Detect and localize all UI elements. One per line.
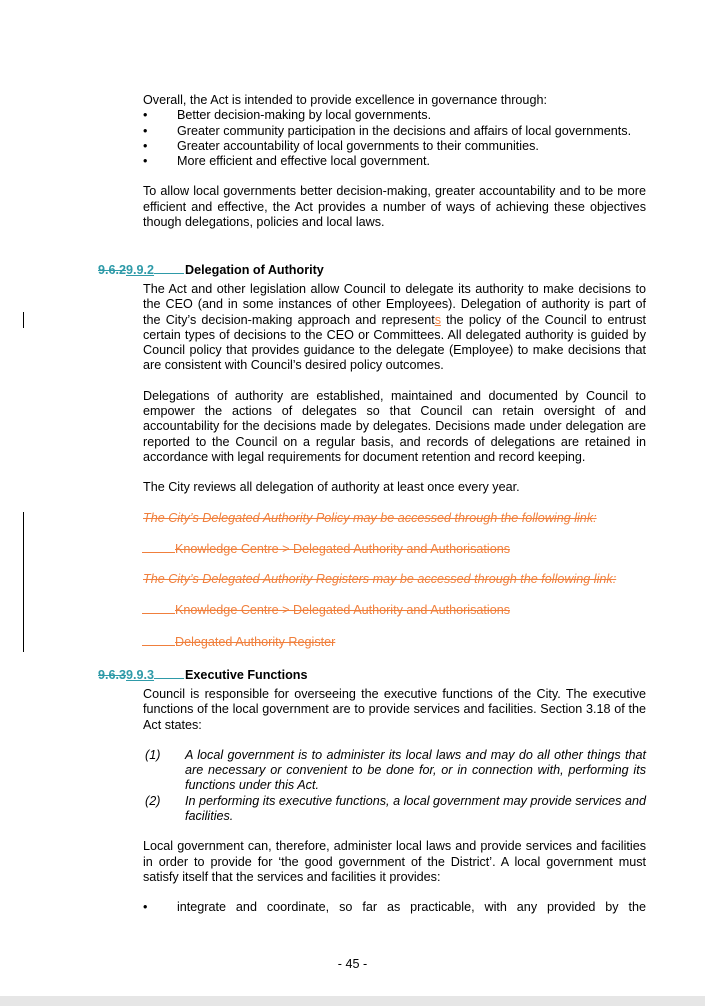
intro-block xyxy=(143,93,646,230)
bullet-icon: • xyxy=(143,138,148,153)
bullet-icon: • xyxy=(143,900,148,915)
section-heading-executive xyxy=(98,666,308,683)
executive-body xyxy=(143,687,646,916)
deleted-link-2: Knowledge Centre > Delegated Authority and Authorisations xyxy=(142,602,646,618)
inserted-text: s xyxy=(434,312,441,327)
page-number: - 45 - xyxy=(337,957,368,971)
bullet-icon: • xyxy=(143,154,148,169)
section-heading-delegation xyxy=(98,261,324,278)
delegation-paragraph-1: The Act and other legislation allow Council to delegate its authority to make decisions to the CEO (and in some instances of other Employees). Delegation of authority is part of the City’s decision-making approach and represents the policy of the Council to entrust certain types of decisions to the CEO or Committees. All delegated authority is guided by Council policy that provides guidance to the delegate (Employee) to make decisions that are consistent with Council’s desired policy outcomes. xyxy=(143,282,646,373)
deleted-section-number: 9.6.2 xyxy=(98,263,127,277)
intro-lead: Overall, the Act is intended to provide excellence in governance through: xyxy=(143,93,547,107)
section-title: Executive Functions xyxy=(185,668,308,682)
deleted-registers-line: The City’s Delegated Authority Registers may be accessed through the following link: xyxy=(143,572,617,587)
bullet-icon: • xyxy=(143,123,148,138)
deleted-section-number: 9.6.3 xyxy=(98,668,127,682)
inserted-section-number: 9.9.2 xyxy=(126,263,155,277)
delegation-paragraph-2: Delegations of authority are established, maintained and documented by Council to empower the actions of delegates so that Council can retain oversight of and accountability for the decisions made by delegates. Decisions made under delegation are reported to the Council on a regular basis, and records of delegations are retained in accordance with legal requirements for document retention and record keeping. xyxy=(143,388,646,464)
intro-paragraph: To allow local governments better decision-making, greater accountability and to be more efficient and effective, the Act provides a number of ways of achieving these objectives though delegations, policies and local laws. xyxy=(143,184,646,230)
list-item: • Greater accountability of local governments to their communities. xyxy=(143,138,539,153)
change-bar xyxy=(23,512,24,652)
clause-item: (2) In performing its executive functions, a local government may provide services and facilities. xyxy=(145,793,646,824)
deleted-link-3: Delegated Authority Register xyxy=(142,634,646,650)
delegation-body xyxy=(143,282,646,650)
deleted-link-1: Knowledge Centre > Delegated Authority and Authorisations xyxy=(142,541,646,557)
bullet-icon: • xyxy=(143,108,148,123)
list-item: • More efficient and effective local government. xyxy=(143,154,430,169)
list-item: • Greater community participation in the decisions and affairs of local governments. xyxy=(143,123,632,138)
delegation-paragraph-3: The City reviews all delegation of authority at least once every year. xyxy=(143,480,520,495)
section-title: Delegation of Authority xyxy=(185,263,324,277)
clause-item: (1) A local government is to administer its local laws and may do all other things that are necessary or convenient to be done for, or in connection with, performing its functions under this Act. xyxy=(145,747,646,793)
change-bar xyxy=(23,312,24,328)
list-item: • Better decision-making by local governments. xyxy=(143,108,432,123)
executive-paragraph-1: Council is responsible for overseeing the executive functions of the City. The executive functions of the local government are to provide services and facilities. Section 3.18 of the Act states: xyxy=(143,687,646,732)
page-bottom-edge xyxy=(0,996,705,1006)
executive-paragraph-2: Local government can, therefore, administer local laws and provide services and facilities in order to provide for ‘the good government of the District’. A local government must satisfy itself that the services and facilities it provides: xyxy=(143,839,646,884)
inserted-section-number: 9.9.3 xyxy=(126,668,155,682)
deleted-policy-line: The City’s Delegated Authority Policy may be accessed through the following link: xyxy=(143,510,597,525)
list-item: • integrate and coordinate, so far as practicable, with any provided by the xyxy=(143,900,646,915)
